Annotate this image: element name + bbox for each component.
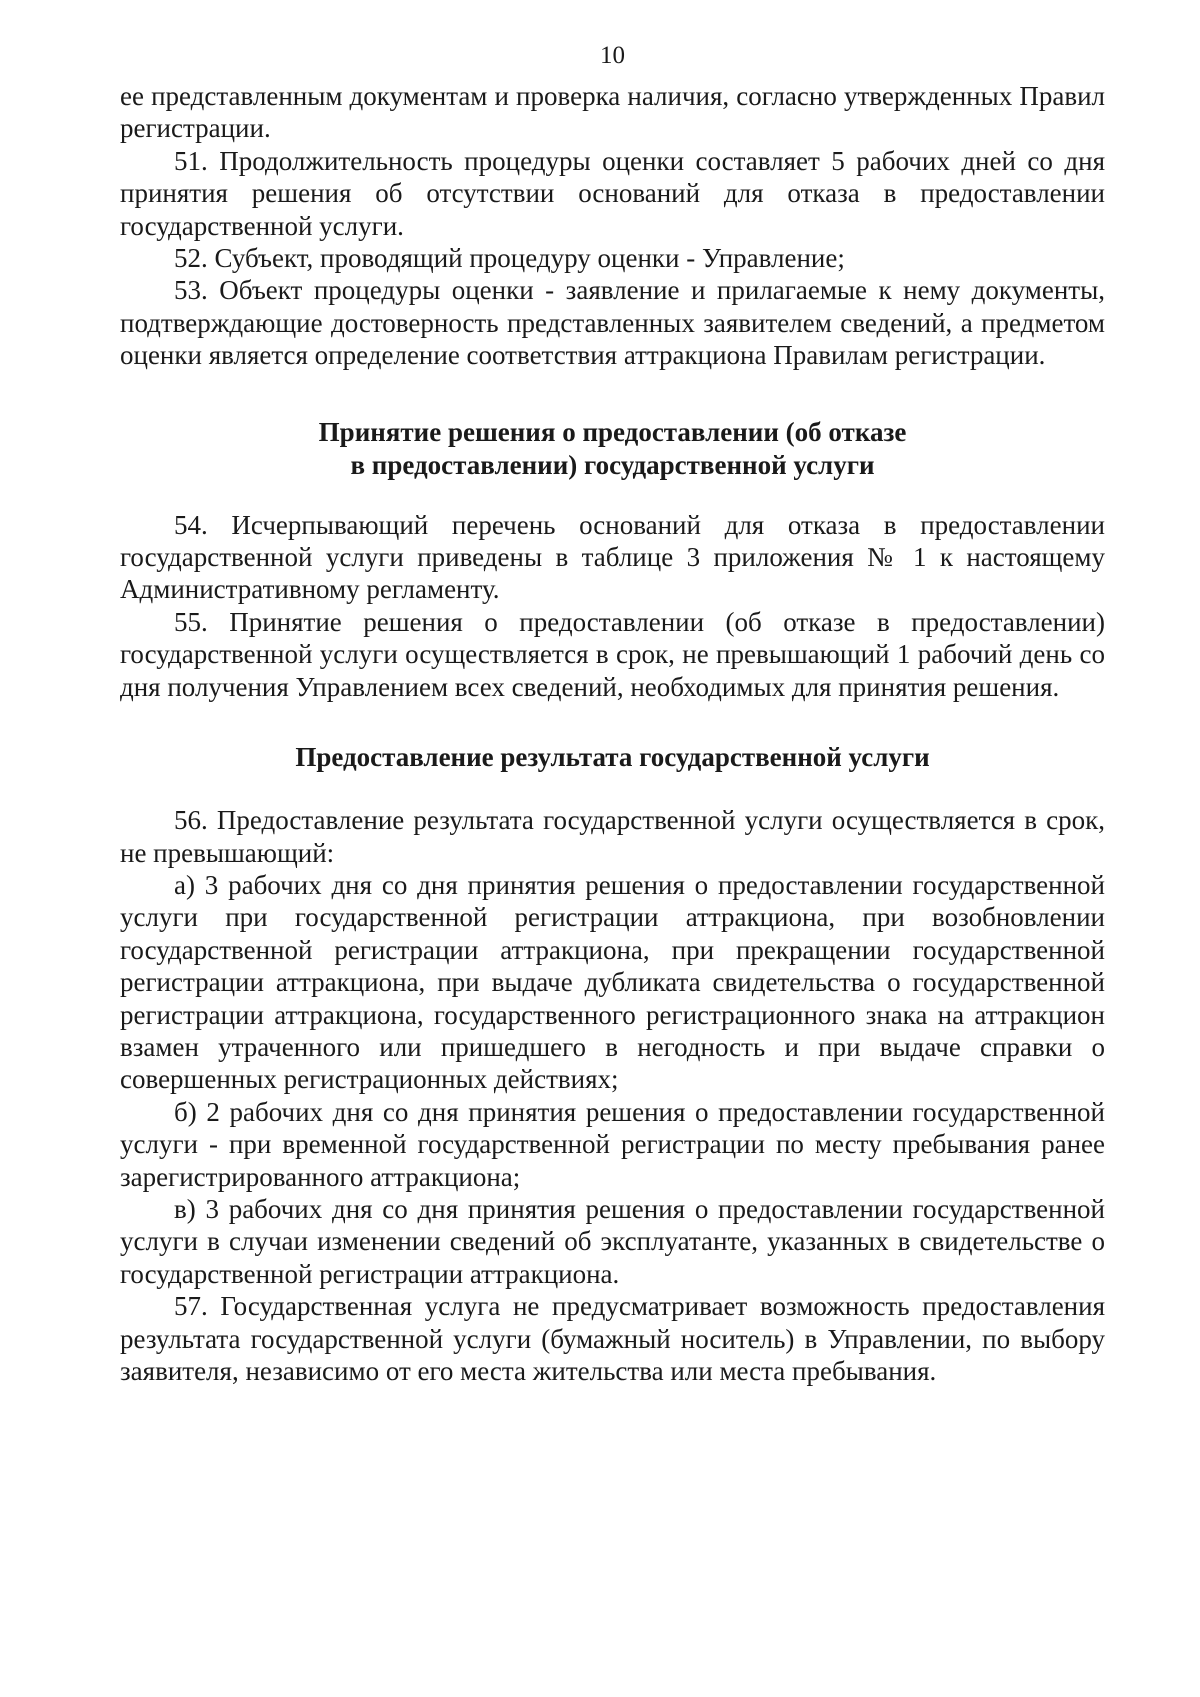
- section-heading-decision: [120, 416, 1105, 482]
- paragraph-56: 56. Предоставление результата государственной услуги осуществляется в срок, не превышающий:: [120, 805, 1105, 868]
- paragraph-53: 53. Объект процедуры оценки - заявление и прилагаемые к нему документы, подтверждающие достоверность представленных заявителем сведений, а предметом оценки является определение соответствия аттракциона Правилам регистрации.: [120, 275, 1105, 371]
- paragraph-57: 57. Государственная услуга не предусматривает возможность предоставления результата государственной услуги (бумажный носитель) в Управлении, по выбору заявителя, независимо от его места жительства или места пребывания.: [120, 1291, 1105, 1386]
- section-heading-decision-line-1: Принятие решения о предоставлении (об отказе: [318, 416, 907, 447]
- paragraph-54: 54. Исчерпывающий перечень оснований для отказа в предоставлении государственной услуги приведены в таблице 3 приложения № 1 к настоящему Административному регламенту.: [120, 509, 1105, 605]
- section-heading-decision-line-2: в предоставлении) государственной услуги: [350, 449, 875, 480]
- paragraph-55: 55. Принятие решения о предоставлении (об отказе в предоставлении) государственной услуги осуществляется в срок, не превышающий 1 рабочий день со дня получения Управлением всех сведений, необходимых для принятия решения.: [120, 606, 1105, 702]
- document-page: [120, 40, 1105, 1387]
- section-heading-result: Предоставление результата государственной услуги: [295, 742, 930, 773]
- paragraph-56-b: б) 2 рабочих дня со дня принятия решения о предоставлении государственной услуги - при временной государственной регистрации по месту пребывания ранее зарегистрированного аттракциона;: [120, 1096, 1105, 1192]
- paragraph-56-a: а) 3 рабочих дня со дня принятия решения о предоставлении государственной услуги при государственной регистрации аттракциона, при возобновлении государственной регистрации аттракциона, при прекращении государственной регистрации аттракциона, при выдаче дубликата свидетельства о государственной регистрации аттракциона, государственного регистрационного знака на аттракцион взамен утраченного или пришедшего в негодность и при выдаче справки о совершенных регистрационных действиях;: [120, 869, 1105, 1095]
- page-number: 10: [600, 42, 625, 69]
- paragraph-52: 52. Субъект, проводящий процедуру оценки - Управление;: [174, 243, 845, 274]
- paragraph-56-v: в) 3 рабочих дня со дня принятия решения о предоставлении государственной услуги в случаи изменении сведений об эксплуатанте, указанных в свидетельстве о государственной регистрации аттракциона.: [120, 1193, 1105, 1289]
- paragraph-51: 51. Продолжительность процедуры оценки составляет 5 рабочих дней со дня принятия решения об отсутствии оснований для отказа в предоставлении государственной услуги.: [120, 145, 1105, 241]
- paragraph-continuation: ее представленным документам и проверка наличия, согласно утвержденных Правил регистрации.: [120, 81, 1105, 144]
